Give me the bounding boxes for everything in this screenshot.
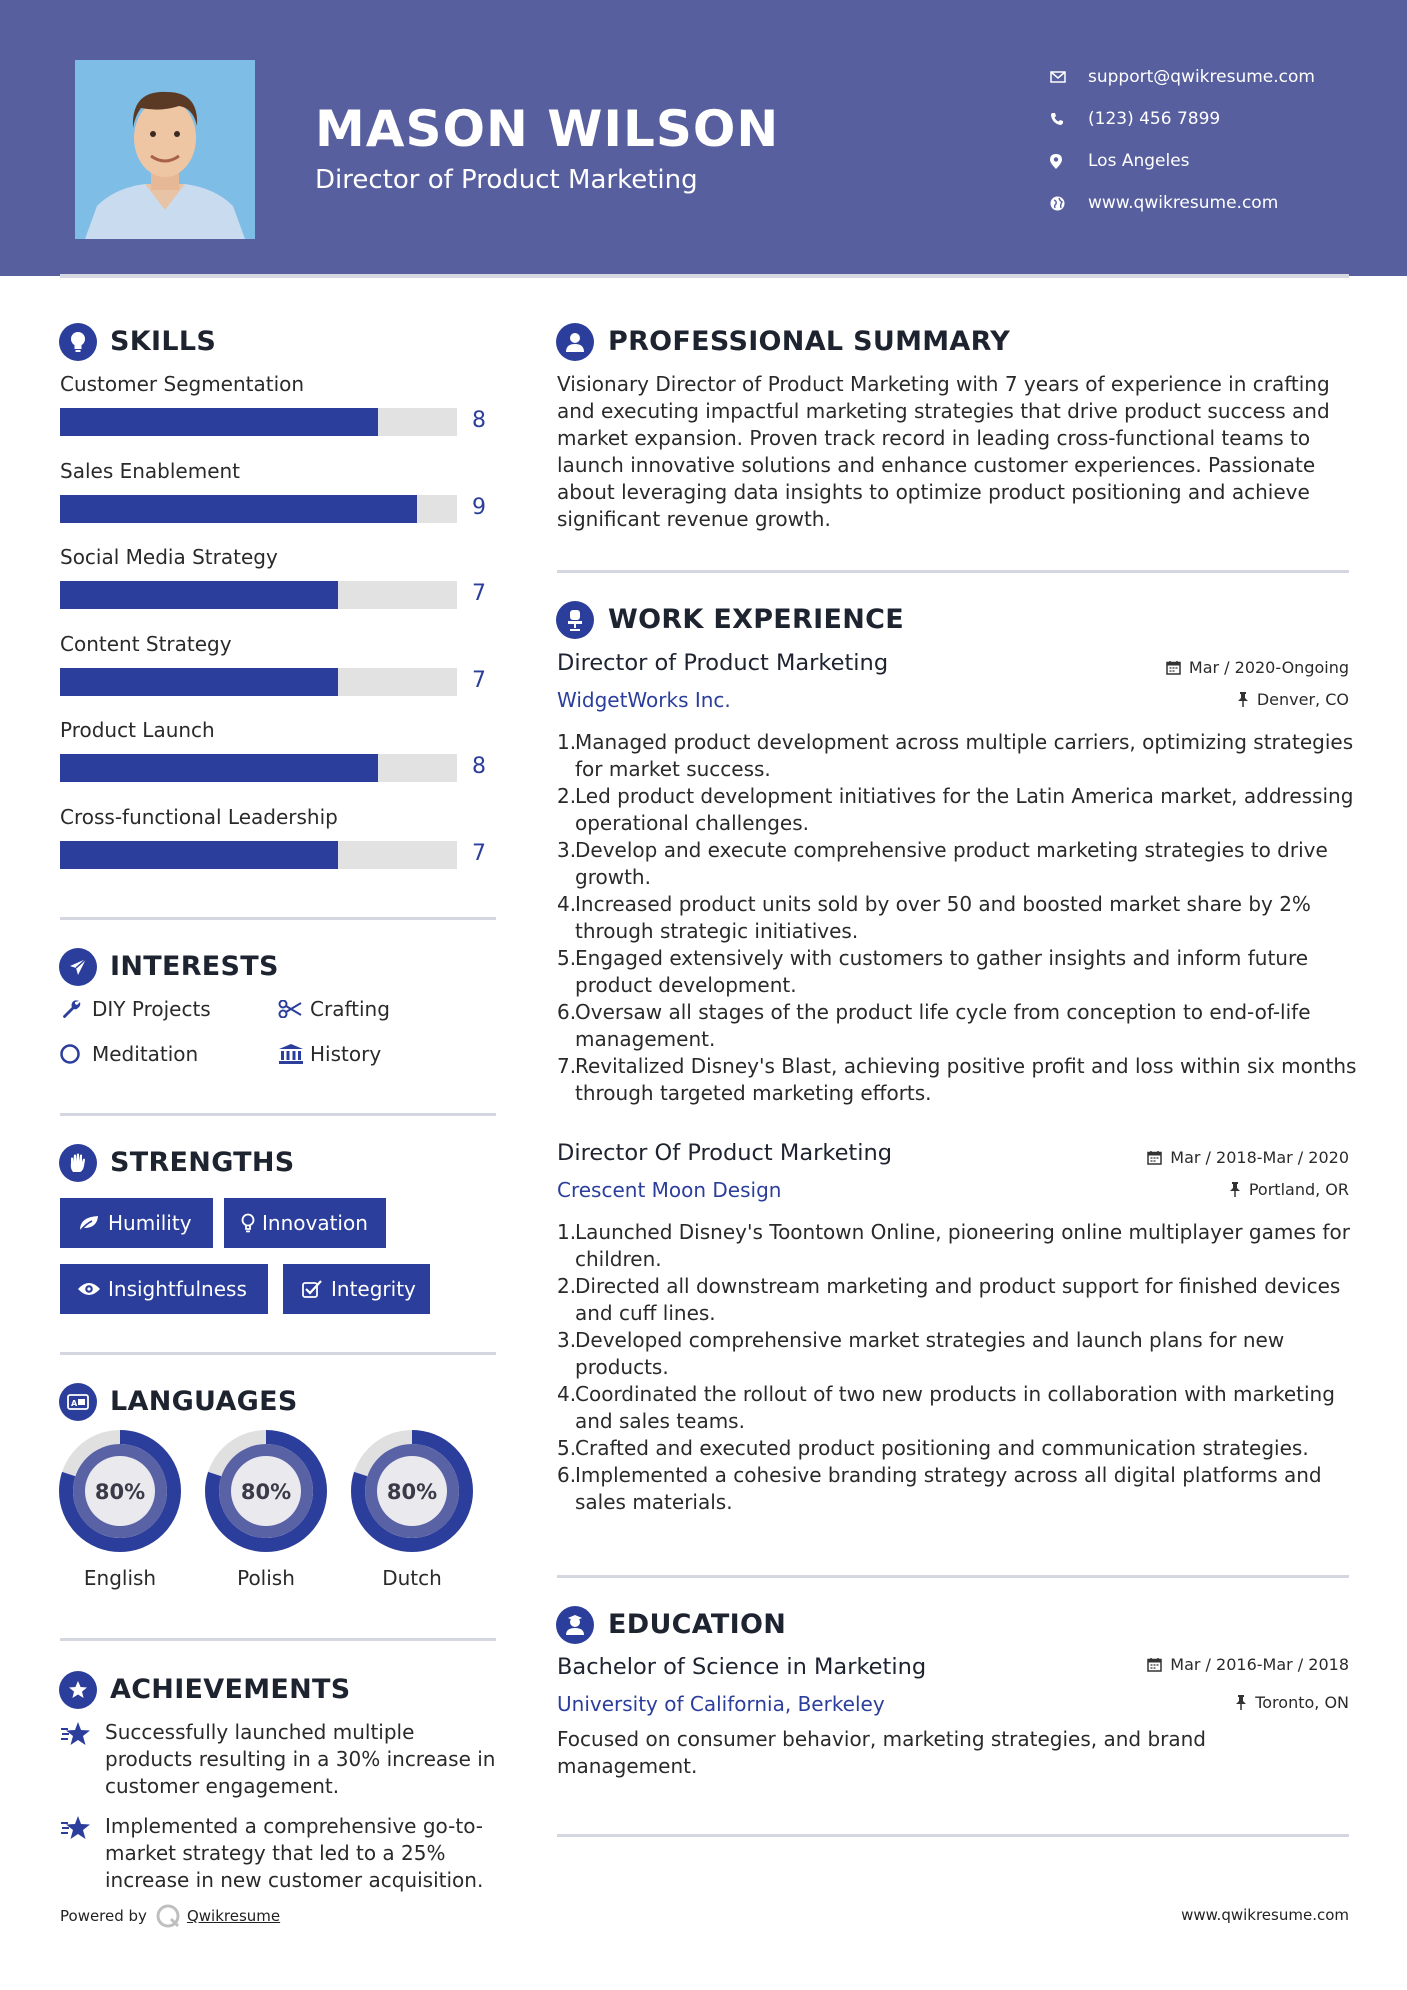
skill-label: Content Strategy — [60, 631, 232, 656]
job-title: Director Of Product Marketing — [557, 1140, 893, 1166]
interest-item — [60, 1042, 198, 1066]
job-points — [557, 1219, 1357, 1516]
strength-label: Humility — [108, 1211, 192, 1235]
job-point: 7. Revitalized Disney's Blast, achieving positive profit and loss within six months through targeted marketing efforts. — [557, 1054, 1357, 1105]
achievement-text: Successfully launched multiple products resulting in a 30% increase in customer engagement. — [105, 1720, 496, 1798]
chair-icon — [556, 601, 594, 639]
skill-label: Sales Enablement — [60, 458, 241, 483]
interest-label: Crafting — [310, 997, 390, 1021]
pushpin-icon — [1237, 692, 1249, 707]
achievements-heading: ACHIEVEMENTS — [110, 1674, 351, 1705]
job-dates — [1166, 658, 1349, 677]
work-heading: WORK EXPERIENCE — [608, 604, 904, 635]
interest-label: Meditation — [92, 1042, 199, 1066]
bank-icon — [278, 1043, 310, 1065]
calendar-icon — [1147, 1150, 1162, 1165]
interest-label: History — [310, 1042, 382, 1066]
contact-location — [1050, 140, 1370, 182]
job-point: 5. Engaged extensively with customers to gather insights and inform future product development. — [557, 946, 1309, 997]
skill-bar-fill — [60, 408, 378, 436]
interest-item — [60, 997, 211, 1021]
skills-heading: SKILLS — [110, 326, 217, 357]
skill-label: Social Media Strategy — [60, 545, 278, 569]
qwikresume-logo-icon — [155, 1903, 181, 1929]
strength-label: Insightfulness — [108, 1277, 247, 1301]
interest-item — [278, 997, 390, 1021]
circle-icon — [60, 1043, 92, 1065]
job-point: 2. Led product development initiatives for the Latin America market, addressing operational challenges. — [557, 784, 1354, 835]
checkbox-icon — [293, 1280, 331, 1298]
summary-heading: PROFESSIONAL SUMMARY — [608, 326, 1011, 357]
candidate-name: MASON WILSON — [315, 100, 780, 158]
skill-bar — [60, 581, 457, 609]
calendar-icon — [1166, 660, 1181, 675]
footer-website[interactable]: www.qwikresume.com — [1181, 1906, 1349, 1924]
footer-powered-by — [60, 1903, 280, 1929]
language-percent: 80% — [240, 1480, 292, 1504]
education-dates-text: Mar / 2016-Mar / 2018 — [1170, 1655, 1349, 1674]
contact-email[interactable] — [1050, 56, 1370, 98]
envelope-icon — [1050, 71, 1088, 83]
language-label: Polish — [237, 1566, 295, 1590]
lightbulb-icon — [234, 1213, 262, 1233]
skill-value: 7 — [472, 667, 486, 693]
map-pin-icon — [1050, 154, 1088, 169]
phone-icon — [1050, 112, 1088, 126]
lightbulb-icon — [59, 323, 97, 361]
job-dates-text: Mar / 2018-Mar / 2020 — [1170, 1148, 1349, 1167]
hand-icon — [59, 1144, 97, 1182]
language-ring — [205, 1430, 327, 1552]
skill-bar — [60, 408, 457, 436]
powered-by-text: Powered by — [60, 1907, 147, 1925]
job-point: 4. Coordinated the rollout of two new products in collaboration with marketing and sales teams. — [557, 1382, 1335, 1433]
job-dates — [1147, 1148, 1349, 1167]
svg-text:A: A — [71, 1399, 78, 1408]
pushpin-icon — [1235, 1695, 1247, 1710]
job-point: 6. Oversaw all stages of the product life cycle from conception to end-of-life management. — [557, 1000, 1311, 1051]
user-icon — [556, 323, 594, 361]
skill-bar — [60, 841, 457, 869]
education-location — [1235, 1693, 1349, 1712]
interest-label: DIY Projects — [92, 997, 211, 1021]
skill-bar-fill — [60, 581, 338, 609]
job-point: 5. Crafted and executed product positioning and communication strategies. — [557, 1436, 1309, 1460]
star-icon — [60, 1813, 105, 1894]
skill-value: 7 — [472, 581, 486, 606]
strength-label: Innovation — [262, 1211, 368, 1235]
contact-location-text: Los Angeles — [1088, 151, 1190, 171]
contact-list — [1050, 56, 1370, 224]
contact-phone-text: (123) 456 7899 — [1088, 109, 1221, 129]
star-icon — [60, 1719, 105, 1800]
divider — [60, 1352, 496, 1355]
language-percent: 80% — [386, 1480, 438, 1504]
star-badge-icon — [59, 1671, 97, 1709]
education-description: Focused on consumer behavior, marketing strategies, and brand management. — [557, 1727, 1206, 1778]
skill-bar-fill — [60, 754, 378, 782]
strength-badge — [60, 1264, 268, 1314]
profile-photo — [75, 60, 255, 239]
languages-heading: LANGUAGES — [110, 1386, 298, 1417]
contact-phone[interactable] — [1050, 98, 1370, 140]
language-label: Dutch — [382, 1566, 442, 1590]
skill-bar — [60, 495, 457, 523]
paper-plane-icon — [59, 948, 97, 986]
language-ring — [59, 1430, 181, 1552]
strength-label: Integrity — [331, 1277, 416, 1301]
strengths-heading: STRENGTHS — [110, 1147, 295, 1178]
job-point: 4. Increased product units sold by over 50 and boosted market share by 2% through strategic initiatives. — [557, 892, 1311, 943]
job-location-text: Denver, CO — [1256, 690, 1349, 709]
pushpin-icon — [1229, 1182, 1241, 1197]
summary-text: Visionary Director of Product Marketing with 7 years of experience in crafting and executing impactful marketing strategies that drive product success and market expansion. Proven track record in leading cross-functional teams to launch innovative solutions and enhance customer experiences. Passionate about leveraging data insights to optimize product positioning and achieve significant revenue growth. — [557, 372, 1330, 531]
language-percent: 80% — [94, 1480, 146, 1504]
job-point: 3. Developed comprehensive market strategies and launch plans for new products. — [557, 1328, 1285, 1379]
skill-value: 7 — [472, 840, 486, 866]
education-location-text: Toronto, ON — [1255, 1693, 1349, 1712]
header-banner — [0, 0, 1407, 276]
skill-value: 8 — [472, 754, 486, 779]
contact-website-text: www.qwikresume.com — [1088, 193, 1279, 213]
language-label: English — [83, 1566, 157, 1590]
skill-label: Customer Segmentation — [60, 372, 305, 396]
achievement-item — [60, 1813, 500, 1894]
divider — [60, 1113, 496, 1116]
interests-heading: INTERESTS — [110, 951, 279, 982]
job-point: 1. Managed product development across multiple carriers, optimizing strategies for market success. — [557, 730, 1354, 781]
graduate-icon — [556, 1606, 594, 1644]
skill-bar-fill — [60, 668, 338, 696]
strength-badge — [283, 1264, 430, 1314]
divider — [60, 1638, 496, 1641]
education-dates — [1147, 1655, 1349, 1674]
job-location — [1229, 1180, 1349, 1199]
achievement-item — [60, 1719, 500, 1800]
job-company: WidgetWorks Inc. — [557, 688, 731, 712]
qwikresume-link[interactable]: Qwikresume — [186, 1907, 281, 1925]
skill-label: Product Launch — [60, 718, 215, 742]
job-dates-text: Mar / 2020-Ongoing — [1188, 658, 1349, 677]
contact-website[interactable] — [1050, 182, 1370, 224]
education-degree: Bachelor of Science in Marketing — [557, 1654, 927, 1680]
skill-bar-fill — [60, 495, 417, 523]
divider — [557, 1575, 1349, 1578]
scissors-icon — [278, 1000, 310, 1018]
skill-bar-fill — [60, 841, 338, 869]
achievement-text: Implemented a comprehensive go-to-market strategy that led to a 25% increase in new customer acquisition. — [105, 1814, 484, 1892]
skill-bar — [60, 668, 457, 696]
divider — [60, 917, 496, 920]
skill-value: 8 — [472, 408, 486, 433]
job-point: 1. Launched Disney's Toontown Online, pioneering online multiplayer games for children. — [557, 1220, 1350, 1271]
eye-icon — [70, 1281, 108, 1297]
contact-email-text: support@qwikresume.com — [1088, 67, 1315, 87]
language-icon — [59, 1383, 97, 1421]
skill-value: 9 — [472, 494, 486, 520]
strength-badge — [60, 1198, 213, 1248]
strength-badge — [224, 1198, 386, 1248]
skill-label: Cross-functional Leadership — [60, 804, 338, 829]
job-points — [557, 729, 1357, 1107]
education-heading: EDUCATION — [608, 1609, 787, 1640]
leaf-icon — [70, 1214, 108, 1232]
calendar-icon — [1147, 1657, 1162, 1672]
interest-item — [278, 1042, 381, 1066]
divider — [557, 1834, 1349, 1837]
job-point: 3. Develop and execute comprehensive product marketing strategies to drive growth. — [557, 838, 1328, 889]
job-location — [1237, 690, 1349, 709]
education-school: University of California, Berkeley — [557, 1692, 885, 1716]
candidate-title: Director of Product Marketing — [315, 165, 698, 195]
job-company: Crescent Moon Design — [557, 1178, 782, 1202]
globe-icon — [1050, 196, 1088, 211]
job-title: Director of Product Marketing — [557, 650, 889, 676]
job-location-text: Portland, OR — [1248, 1180, 1349, 1199]
job-point: 2. Directed all downstream marketing and product support for finished devices and cuff lines. — [557, 1274, 1341, 1325]
language-ring — [351, 1430, 473, 1552]
skill-bar — [60, 754, 457, 782]
job-point: 6. Implemented a cohesive branding strategy across all digital platforms and sales materials. — [557, 1463, 1322, 1514]
wrench-icon — [60, 998, 92, 1020]
header-divider — [60, 274, 1349, 278]
divider — [557, 570, 1349, 573]
